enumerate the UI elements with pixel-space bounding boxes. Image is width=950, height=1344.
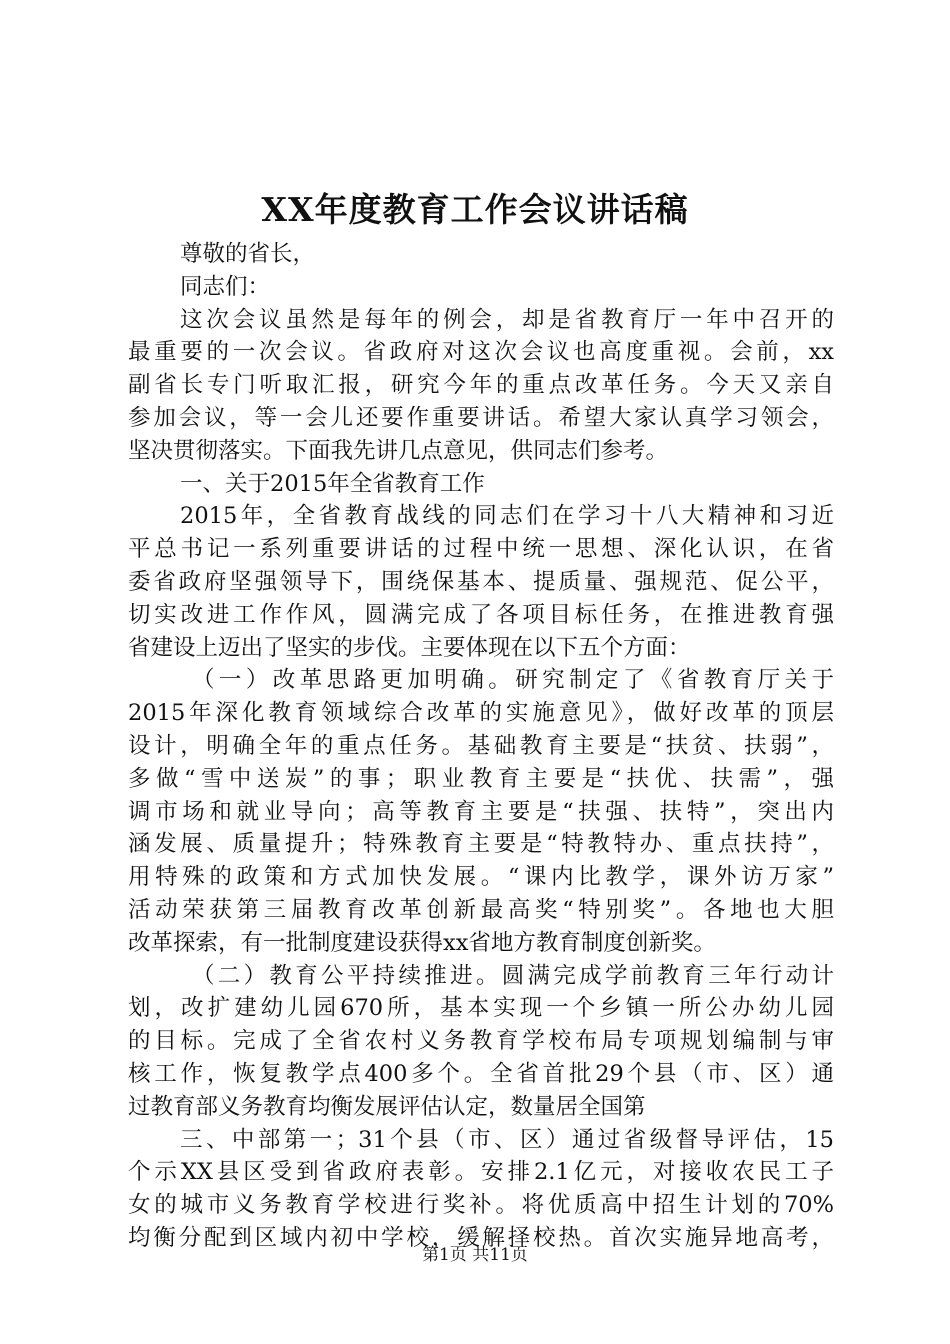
text-line: 平总书记一系列重要讲话的过程中统一思想、深化认识，在省 <box>128 536 834 563</box>
text-line: 省建设上迈出了坚实的步伐。主要体现在以下五个方面： <box>128 634 691 661</box>
text-line: 2015年深化教育领域综合改革的实施意见》，做好改革的顶层 <box>128 700 834 727</box>
salutation-line: 同志们： <box>180 273 271 300</box>
section-heading: 一、关于2015年全省教育工作 <box>180 470 485 497</box>
text-line: 坚决贯彻落实。下面我先讲几点意见，供同志们参考。 <box>128 437 669 464</box>
text-line: 活动荣获第三届教育改革创新最高奖“特别奖”。各地也大胆 <box>128 896 834 923</box>
text-line: 的目标。完成了全省农村义务教育学校布局专项规划编制与审 <box>128 1028 834 1055</box>
text-line: 副省长专门听取汇报，研究今年的重点改革任务。今天又亲自 <box>128 372 834 399</box>
text-line: 最重要的一次会议。省政府对这次会议也高度重视。会前，xx <box>128 339 834 366</box>
text-line: 设计，明确全年的重点任务。基础教育主要是“扶贫、扶弱”， <box>128 732 834 759</box>
text-line: 涵发展、质量提升；特殊教育主要是“特教特办、重点扶持”， <box>128 831 834 858</box>
text-line: 2015年，全省教育战线的同志们在学习十八大精神和习近 <box>180 503 834 530</box>
subsection-line: （二）教育公平持续推进。圆满完成学前教育三年行动计 <box>192 962 834 989</box>
text-line: 三、中部第一；31个县（市、区）通过省级督导评估，15 <box>180 1126 834 1153</box>
text-line: 参加会议，等一会儿还要作重要讲话。希望大家认真学习领会， <box>128 404 834 431</box>
text-line: 多做“雪中送炭”的事；职业教育主要是“扶优、扶需”，强 <box>128 765 834 792</box>
salutation-line: 尊敬的省长， <box>180 241 316 267</box>
document-title: XX年度教育工作会议讲话稿 <box>261 190 689 229</box>
text-line: 均衡分配到区域内初中学校，缓解择校热。首次实施异地高考， <box>128 1224 834 1251</box>
text-line: 调市场和就业导向；高等教育主要是“扶强、扶特”，突出内 <box>128 798 834 825</box>
text-line: 核工作，恢复教学点400多个。全省首批29个县（市、区）通 <box>128 1060 834 1087</box>
text-line: 切实改进工作作风，圆满完成了各项目标任务，在推进教育强 <box>128 601 834 628</box>
text-line: 改革探索，有一批制度建设获得xx省地方教育制度创新奖。 <box>128 929 716 956</box>
text-line: 划，改扩建幼儿园670所，基本实现一个乡镇一所公办幼儿园 <box>128 995 834 1022</box>
text-line: 委省政府坚强领导下，围绕保基本、提质量、强规范、促公平， <box>128 568 834 595</box>
text-line: 过教育部义务教育均衡发展评估认定，数量居全国第 <box>128 1093 646 1120</box>
subsection-line: （一）改革思路更加明确。研究制定了《省教育厅关于 <box>192 667 834 694</box>
document-body <box>128 238 834 1255</box>
text-line: 这次会议虽然是每年的例会，却是省教育厅一年中召开的 <box>180 306 834 333</box>
text-line: 用特殊的政策和方式加快发展。“课内比教学，课外访万家” <box>128 864 834 891</box>
text-line: 个示XX县区受到省政府表彰。安排2.1亿元，对接收农民工子 <box>128 1159 834 1186</box>
page-number-footer: 第1页 共11页 <box>422 1245 528 1265</box>
text-line: 女的城市义务教育学校进行奖补。将优质高中招生计划的70% <box>128 1192 834 1219</box>
